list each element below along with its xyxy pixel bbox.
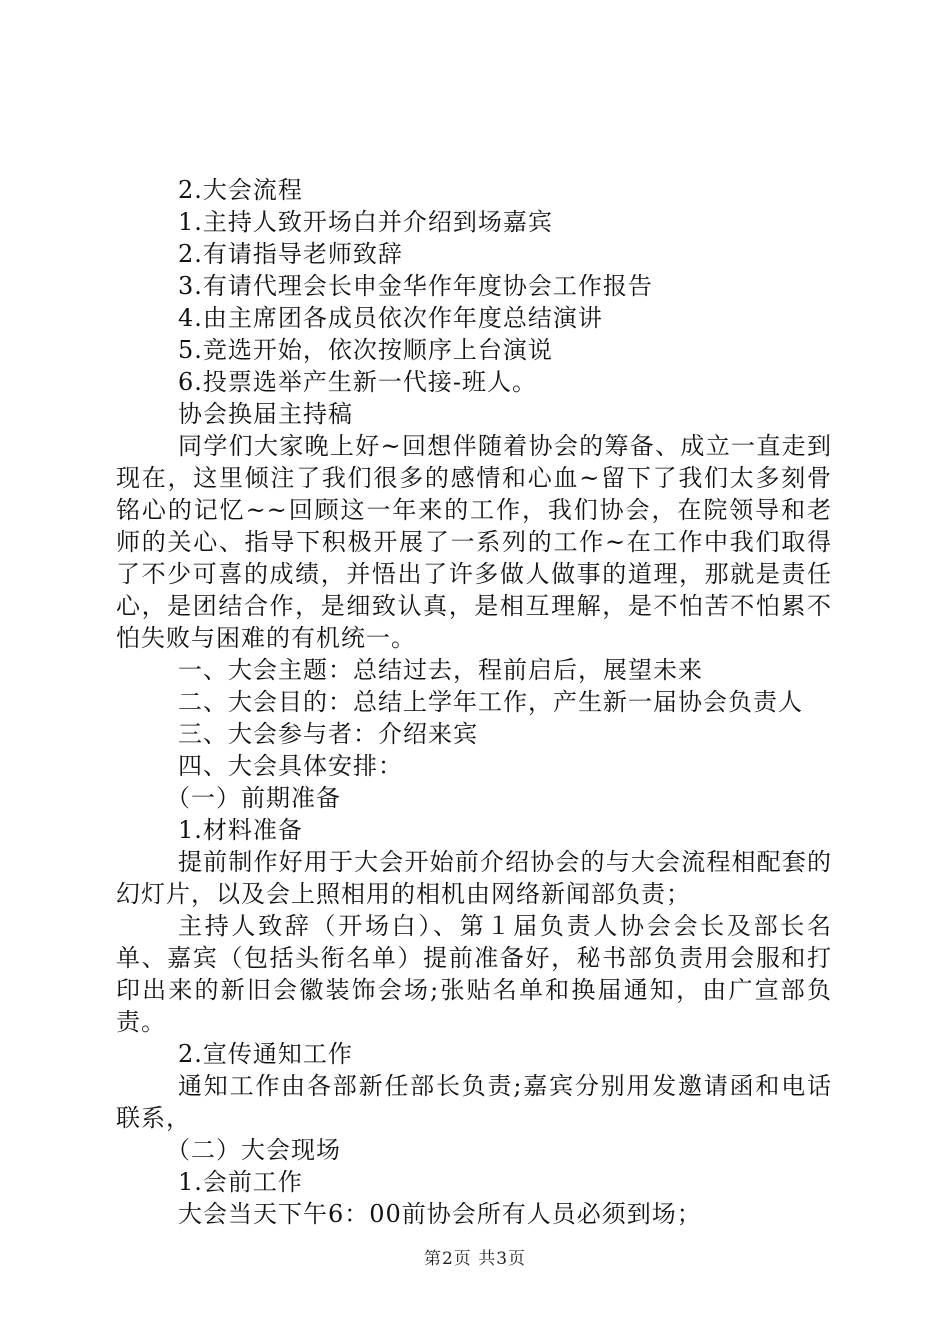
section-title-host-script: 协会换届主持稿 xyxy=(178,400,353,428)
section-venue: （二）大会现场 xyxy=(166,1136,341,1164)
agenda-item-3: 3.有请代理会长申金华作年度协会工作报告 xyxy=(178,272,653,300)
meeting-purpose: 二、大会目的：总结上学年工作，产生新一届协会负责人 xyxy=(178,688,803,716)
paragraph-opening: 同学们大家晚上好~回想伴随着协会的筹备、成立一直走到现在，这里倾注了我们很多的感情和心血~留下了我们太多刻骨铭心的记忆~~回顾这一年来的工作，我们协会，在院领导和老师的关心、指导下积极开展了一系列的工作~在工作中我们取得了不少可喜的成绩，并悟出了许多做人做事的道理，那就是责任心，是团结合作，是细致认真，是相互理解，是不怕苦不怕累不怕失败与困难的有机统一。 xyxy=(116,432,832,652)
section-preparation: （一）前期准备 xyxy=(166,784,341,812)
meeting-arrangements: 四、大会具体安排： xyxy=(178,752,403,780)
agenda-item-2: 2.有请指导老师致辞 xyxy=(178,240,403,268)
paragraph-materials-1: 提前制作好用于大会开始前介绍协会的与大会流程相配套的幻灯片，以及会上照相用的相机由网络新闻部负责； xyxy=(116,848,832,908)
paragraph-publicity: 通知工作由各部新任部长负责;嘉宾分别用发邀请函和电话联系， xyxy=(116,1072,832,1132)
subsection-pre-meeting: 1.会前工作 xyxy=(178,1168,303,1196)
document-body xyxy=(116,174,832,1230)
paragraph-pre-meeting: 大会当天下午6：00前协会所有人员必须到场； xyxy=(178,1200,702,1228)
meeting-participants: 三、大会参与者：介绍来宾 xyxy=(178,720,478,748)
meeting-theme: 一、大会主题：总结过去，程前启后，展望未来 xyxy=(178,656,703,684)
subsection-materials: 1.材料准备 xyxy=(178,816,303,844)
agenda-item-6: 6.投票选举产生新一代接-班人。 xyxy=(178,368,538,396)
agenda-item-1: 1.主持人致开场白并介绍到场嘉宾 xyxy=(178,208,553,236)
agenda-item-5: 5.竞选开始，依次按顺序上台演说 xyxy=(178,336,553,364)
paragraph-materials-2: 主持人致辞（开场白）、第１届负责人协会会长及部长名单、嘉宾（包括头衔名单）提前准备好，秘书部负责用会服和打印出来的新旧会徽装饰会场;张贴名单和换届通知，由广宣部负责。 xyxy=(116,912,832,1036)
agenda-item-4: 4.由主席团各成员依次作年度总结演讲 xyxy=(178,304,603,332)
subsection-publicity: 2.宣传通知工作 xyxy=(178,1040,353,1068)
heading-agenda: 2.大会流程 xyxy=(178,176,303,204)
page-footer: 第2页 共3页 xyxy=(423,1249,527,1269)
